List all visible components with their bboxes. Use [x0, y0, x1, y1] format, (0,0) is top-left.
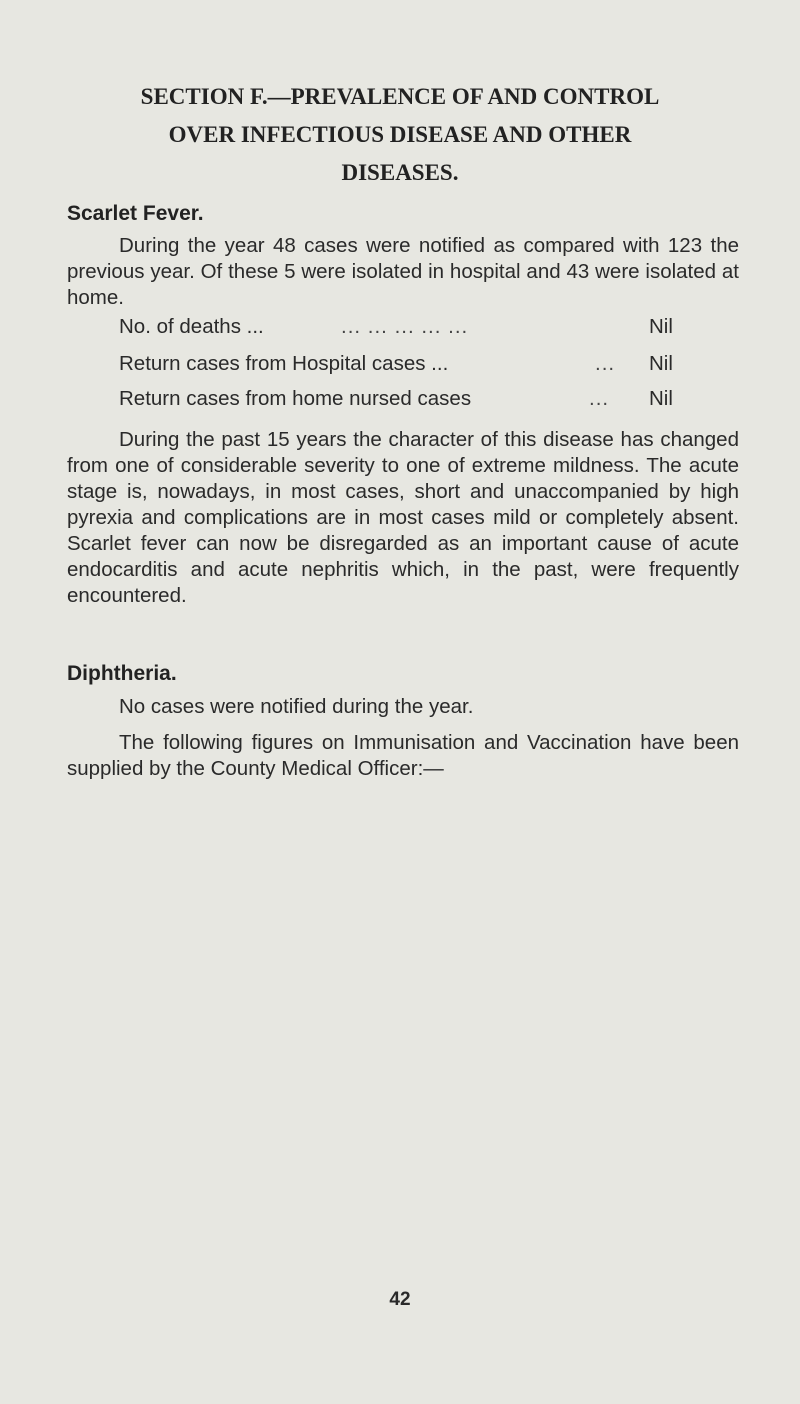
scarlet-fever-discussion-text: During the past 15 years the character of this disease has changed from one of considerable severity to one of extreme mildness. The acute stage is, nowadays, in most cases, short and unaccompanied by high pyrexia and complications are in most cases mild or completely absent. Scarlet fever can now be disregarded as an important cause of acute endocarditis and acute nephritis which, in the past, were frequently encountered.: [67, 428, 739, 607]
stat-value: Nil: [649, 352, 673, 375]
section-title-line-3: DISEASES.: [341, 160, 459, 185]
diphtheria-heading: Diphtheria.: [67, 662, 177, 685]
diphtheria-figures-intro-text: The following figures on Immunisation and Vaccination have been supplied by the County Medical Officer:—: [67, 731, 739, 780]
scarlet-fever-discussion: [67, 427, 739, 609]
section-title: [60, 78, 740, 192]
section-title-line-2: OVER INFECTIOUS DISEASE AND OTHER: [168, 122, 632, 147]
stat-row-deaths: [119, 314, 679, 340]
scarlet-fever-intro-text: During the year 48 cases were notified as compared with 123 the previous year. Of these 5 were isolated in hospital and 43 were isolated at home.: [67, 234, 739, 309]
stat-leader-dots: ... ... ... ... ...: [341, 315, 469, 338]
stat-value: Nil: [649, 315, 673, 338]
stat-leader-dots: ...: [595, 352, 616, 375]
section-title-line-1: SECTION F.—PREVALENCE OF AND CONTROL: [140, 84, 660, 109]
stat-row-home-returns: [119, 386, 679, 412]
page-number: 42: [389, 1289, 411, 1310]
diphtheria-figures-intro: [67, 730, 739, 782]
scarlet-fever-intro: [67, 233, 739, 311]
stat-leader-dots: ...: [589, 387, 610, 410]
stat-label: Return cases from Hospital cases ...: [119, 352, 449, 375]
stat-value: Nil: [649, 387, 673, 410]
scarlet-fever-heading: Scarlet Fever.: [67, 202, 204, 225]
diphtheria-notified-text: No cases were notified during the year.: [119, 695, 474, 718]
diphtheria-notified: [67, 694, 739, 720]
stat-label: Return cases from home nursed cases: [119, 387, 472, 410]
stat-row-hospital-returns: [119, 351, 679, 377]
stat-label: No. of deaths ...: [119, 315, 264, 338]
